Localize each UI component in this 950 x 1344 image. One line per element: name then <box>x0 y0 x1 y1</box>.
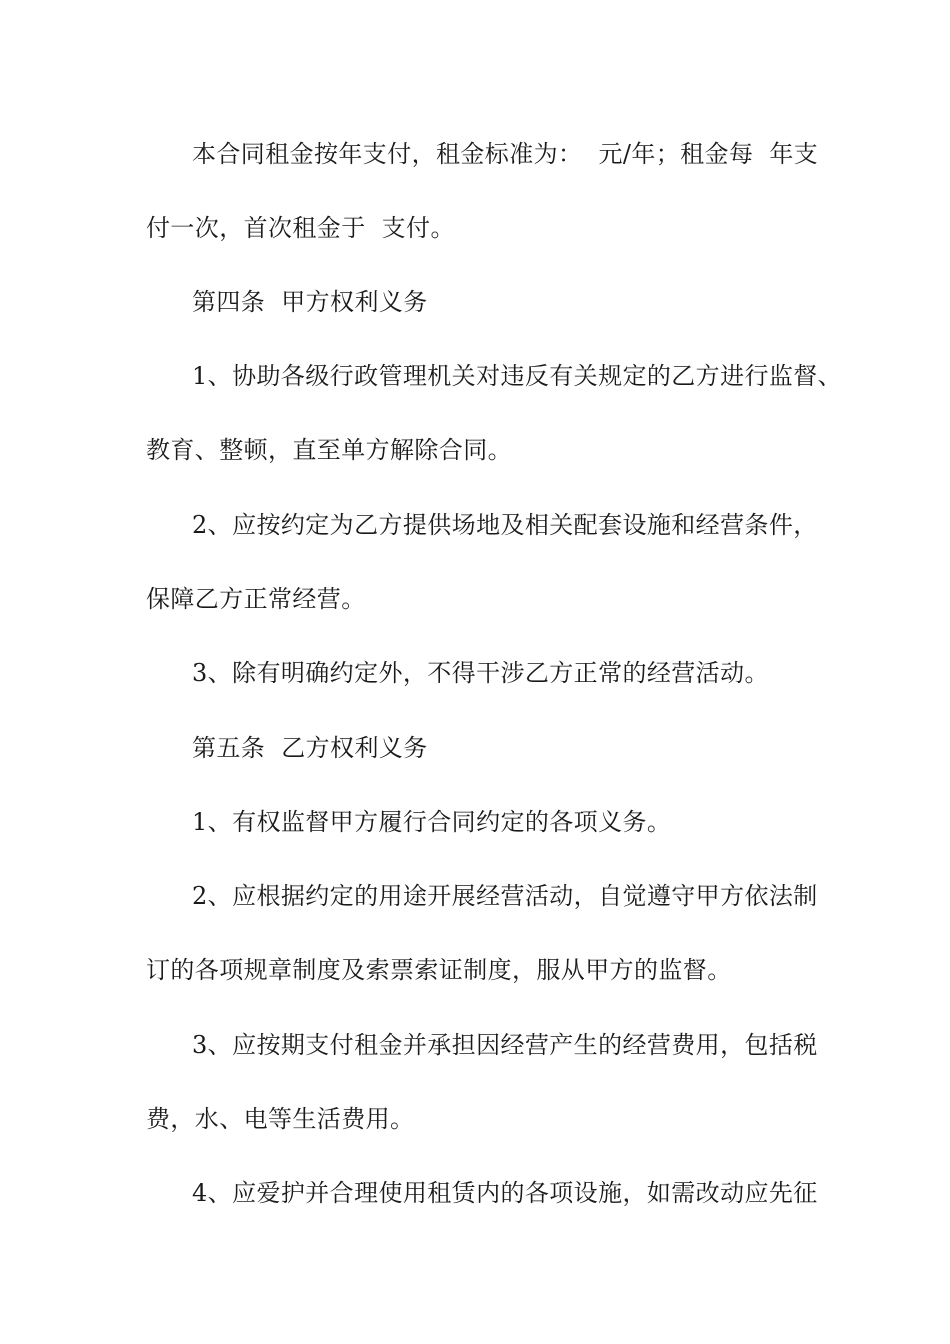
article-5-item-2-line-1: 2、应根据约定的用途开展经营活动，自觉遵守甲方依法制 <box>192 882 818 910</box>
article-4-item-1-line-1: 1、协助各级行政管理机关对违反有关规定的乙方进行监督、 <box>192 362 843 390</box>
article-4-item-2-line-1: 2、应按约定为乙方提供场地及相关配套设施和经营条件， <box>192 511 818 539</box>
paragraph-rent-terms-line-1: 本合同租金按年支付，租金标准为： 元/年；租金每 年支 <box>192 140 819 168</box>
article-5-item-3-line-1: 3、应按期支付租金并承担因经营产生的经营费用，包括税 <box>192 1031 818 1059</box>
article-4-item-2-line-2: 保障乙方正常经营。 <box>146 585 366 613</box>
section-heading-article-5: 第五条 乙方权利义务 <box>192 734 428 762</box>
article-4-item-1-line-2: 教育、整顿，直至单方解除合同。 <box>146 436 512 464</box>
article-5-item-1: 1、有权监督甲方履行合同约定的各项义务。 <box>192 808 672 836</box>
article-5-item-3-line-2: 费，水、电等生活费用。 <box>146 1105 415 1133</box>
article-5-item-2-line-2: 订的各项规章制度及索票索证制度，服从甲方的监督。 <box>146 956 732 984</box>
article-5-item-4-line-1: 4、应爱护并合理使用租赁内的各项设施，如需改动应先征 <box>192 1179 818 1207</box>
paragraph-rent-terms-line-2: 付一次，首次租金于 支付。 <box>146 214 455 242</box>
article-4-item-3: 3、除有明确约定外，不得干涉乙方正常的经营活动。 <box>192 659 769 687</box>
section-heading-article-4: 第四条 甲方权利义务 <box>192 288 428 316</box>
